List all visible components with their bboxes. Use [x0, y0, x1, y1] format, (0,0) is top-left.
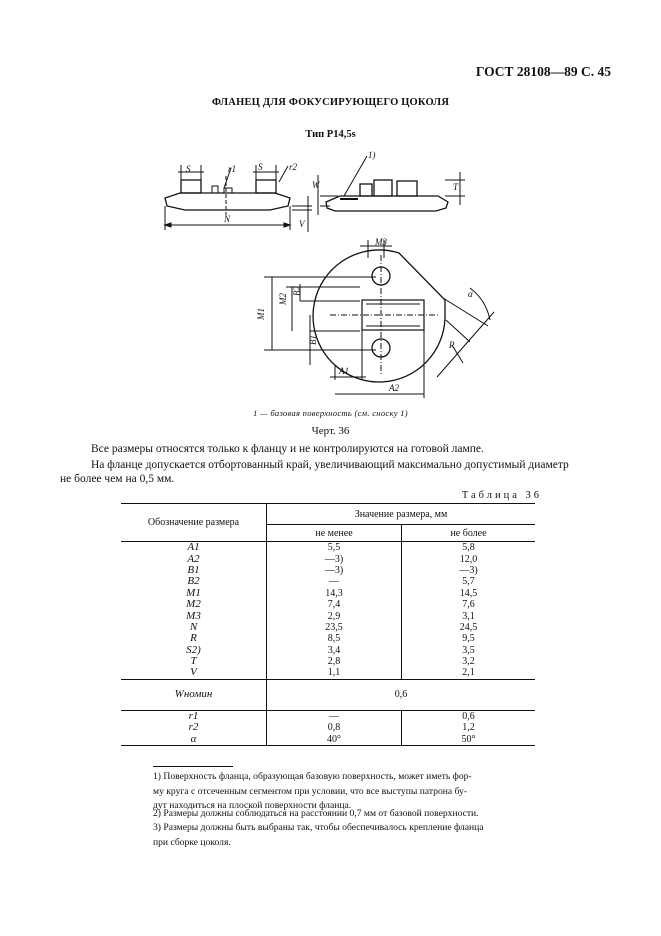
max-cell: 14,5: [402, 588, 536, 599]
min-cell: 1,1: [267, 667, 402, 679]
symbol-cell: T: [190, 655, 197, 668]
table-row: [121, 599, 535, 610]
header-max: не более: [402, 525, 536, 542]
label-a2: A2: [389, 383, 399, 393]
min-cell: —: [267, 710, 402, 722]
side-view-2: [318, 156, 465, 215]
label-n: N: [224, 214, 231, 224]
symbol-cell: α: [190, 732, 197, 745]
max-cell: 2,1: [402, 667, 536, 679]
label-m2: M2: [278, 293, 288, 305]
paragraph-1: Все размеры относятся только к фланцу и не контролируются на готовой лампе.: [91, 443, 484, 455]
label-b2: B2: [292, 286, 302, 296]
min-cell: —3): [267, 553, 402, 564]
label-s1: S: [186, 164, 191, 174]
figure-label: Черт. 36: [311, 425, 350, 437]
min-cell: —3): [267, 565, 402, 576]
table-row: [121, 588, 535, 599]
min-cell: —: [267, 576, 402, 587]
max-cell: 1,2: [402, 722, 536, 733]
max-cell: 3,5: [402, 645, 536, 656]
page-header: ГОСТ 28108—89 С. 45: [475, 64, 611, 79]
min-cell: 8,5: [267, 633, 402, 644]
max-cell: 9,5: [402, 633, 536, 644]
min-cell: 2,8: [267, 656, 402, 667]
symbol-cell: M2: [186, 598, 201, 611]
table-row: [121, 656, 535, 667]
figure-caption: 1 — базовая поверхность (см. сноску 1): [253, 408, 408, 418]
paragraph-2: На фланце допускается отбортованный край, увеличивающий максимально допустимый диаметр: [91, 459, 569, 471]
label-r2: r2: [289, 162, 298, 172]
footnote-2: 2) Размеры должны соблюдаться на расстоянии 0,7 мм от базовой поверхности.: [153, 808, 479, 819]
max-cell: 12,0: [402, 553, 536, 564]
symbol-cell: A2: [187, 552, 200, 565]
w-symbol: Wномин: [174, 688, 213, 701]
label-r1: r1: [228, 164, 237, 174]
max-cell: 5,8: [402, 542, 536, 554]
flange-drawing: [0, 140, 661, 408]
table-row: [121, 565, 535, 576]
label-b1: B1: [308, 335, 318, 345]
footnote-3-line-2: при сборке цоколя.: [153, 836, 231, 848]
table-row: [121, 667, 535, 679]
table-row: [121, 622, 535, 633]
header-designation: Обозначение размера: [147, 517, 240, 528]
footnote-3: [153, 821, 543, 850]
header-value: Значение размера, мм: [267, 504, 536, 525]
table-row: [121, 645, 535, 656]
table-row: [121, 576, 535, 587]
table-row: [121, 733, 535, 745]
max-cell: 50°: [402, 733, 536, 745]
symbol-cell: V: [190, 666, 197, 679]
label-t: T: [453, 182, 459, 192]
dimensions-table: [121, 503, 535, 746]
min-cell: 23,5: [267, 622, 402, 633]
symbol-cell: r1: [188, 709, 199, 722]
label-m3: M3: [375, 237, 387, 247]
type-subtitle: Тип Р14,5s: [305, 129, 356, 140]
table-row: [121, 710, 535, 722]
label-alpha: α: [468, 289, 473, 299]
max-cell: 5,7: [402, 576, 536, 587]
label-a1: A1: [339, 366, 349, 376]
table-row: [121, 542, 535, 554]
footnote-1-line-2: му круга с отсеченным сегментом при условии, что все выступы патрона бу-: [153, 785, 468, 797]
min-cell: 7,4: [267, 599, 402, 610]
footnote-rule: [153, 766, 233, 767]
label-v: V: [299, 219, 305, 229]
min-cell: 3,4: [267, 645, 402, 656]
max-cell: 7,6: [402, 599, 536, 610]
max-cell: 0,6: [402, 710, 536, 722]
symbol-cell: S2): [186, 643, 201, 656]
label-m1: M1: [256, 308, 266, 320]
table-row: [121, 610, 535, 621]
max-cell: 24,5: [402, 622, 536, 633]
label-r: R: [449, 340, 455, 350]
section-title: ФЛАНЕЦ ДЛЯ ФОКУСИРУЮЩЕГО ЦОКОЛЯ: [211, 97, 450, 108]
table-caption: Таблица 36: [461, 490, 542, 501]
symbol-cell: M3: [186, 609, 201, 622]
label-w: W: [312, 180, 320, 190]
table-row: [121, 553, 535, 564]
symbol-cell: r2: [188, 721, 199, 734]
table-row: [121, 722, 535, 733]
w-value: 0,6: [267, 679, 536, 710]
min-cell: 0,8: [267, 722, 402, 733]
symbol-cell: R: [190, 632, 197, 645]
min-cell: 2,9: [267, 610, 402, 621]
symbol-cell: B1: [187, 563, 200, 576]
label-one: 1): [368, 150, 376, 160]
footnote-1-line-3: дут находиться на плоской поверхности фланца.: [153, 800, 352, 811]
symbol-cell: B2: [187, 575, 200, 588]
symbol-cell: M1: [186, 586, 201, 599]
footnote-1-line-1: 1) Поверхность фланца, образующая базовую поверхность, может иметь фор-: [153, 771, 472, 782]
symbol-cell: A1: [187, 541, 200, 554]
table-body-a: [121, 542, 535, 680]
max-cell: 3,1: [402, 610, 536, 621]
min-cell: 40°: [267, 733, 402, 745]
min-cell: 5,5: [267, 542, 402, 554]
table-body-b: [121, 710, 535, 745]
max-cell: —3): [402, 565, 536, 576]
table-row: [121, 633, 535, 644]
label-s2: S: [258, 162, 263, 172]
paragraph-2-cont: не более чем на 0,5 мм.: [60, 473, 175, 485]
footnote-3-line-1: 3) Размеры должны быть выбраны так, чтобы обеспечивалось крепление фланца: [153, 822, 484, 833]
symbol-cell: N: [189, 620, 198, 633]
header-min: не менее: [267, 525, 402, 542]
plan-view: [264, 240, 494, 398]
max-cell: 3,2: [402, 656, 536, 667]
min-cell: 14,3: [267, 588, 402, 599]
side-view: [165, 165, 312, 232]
